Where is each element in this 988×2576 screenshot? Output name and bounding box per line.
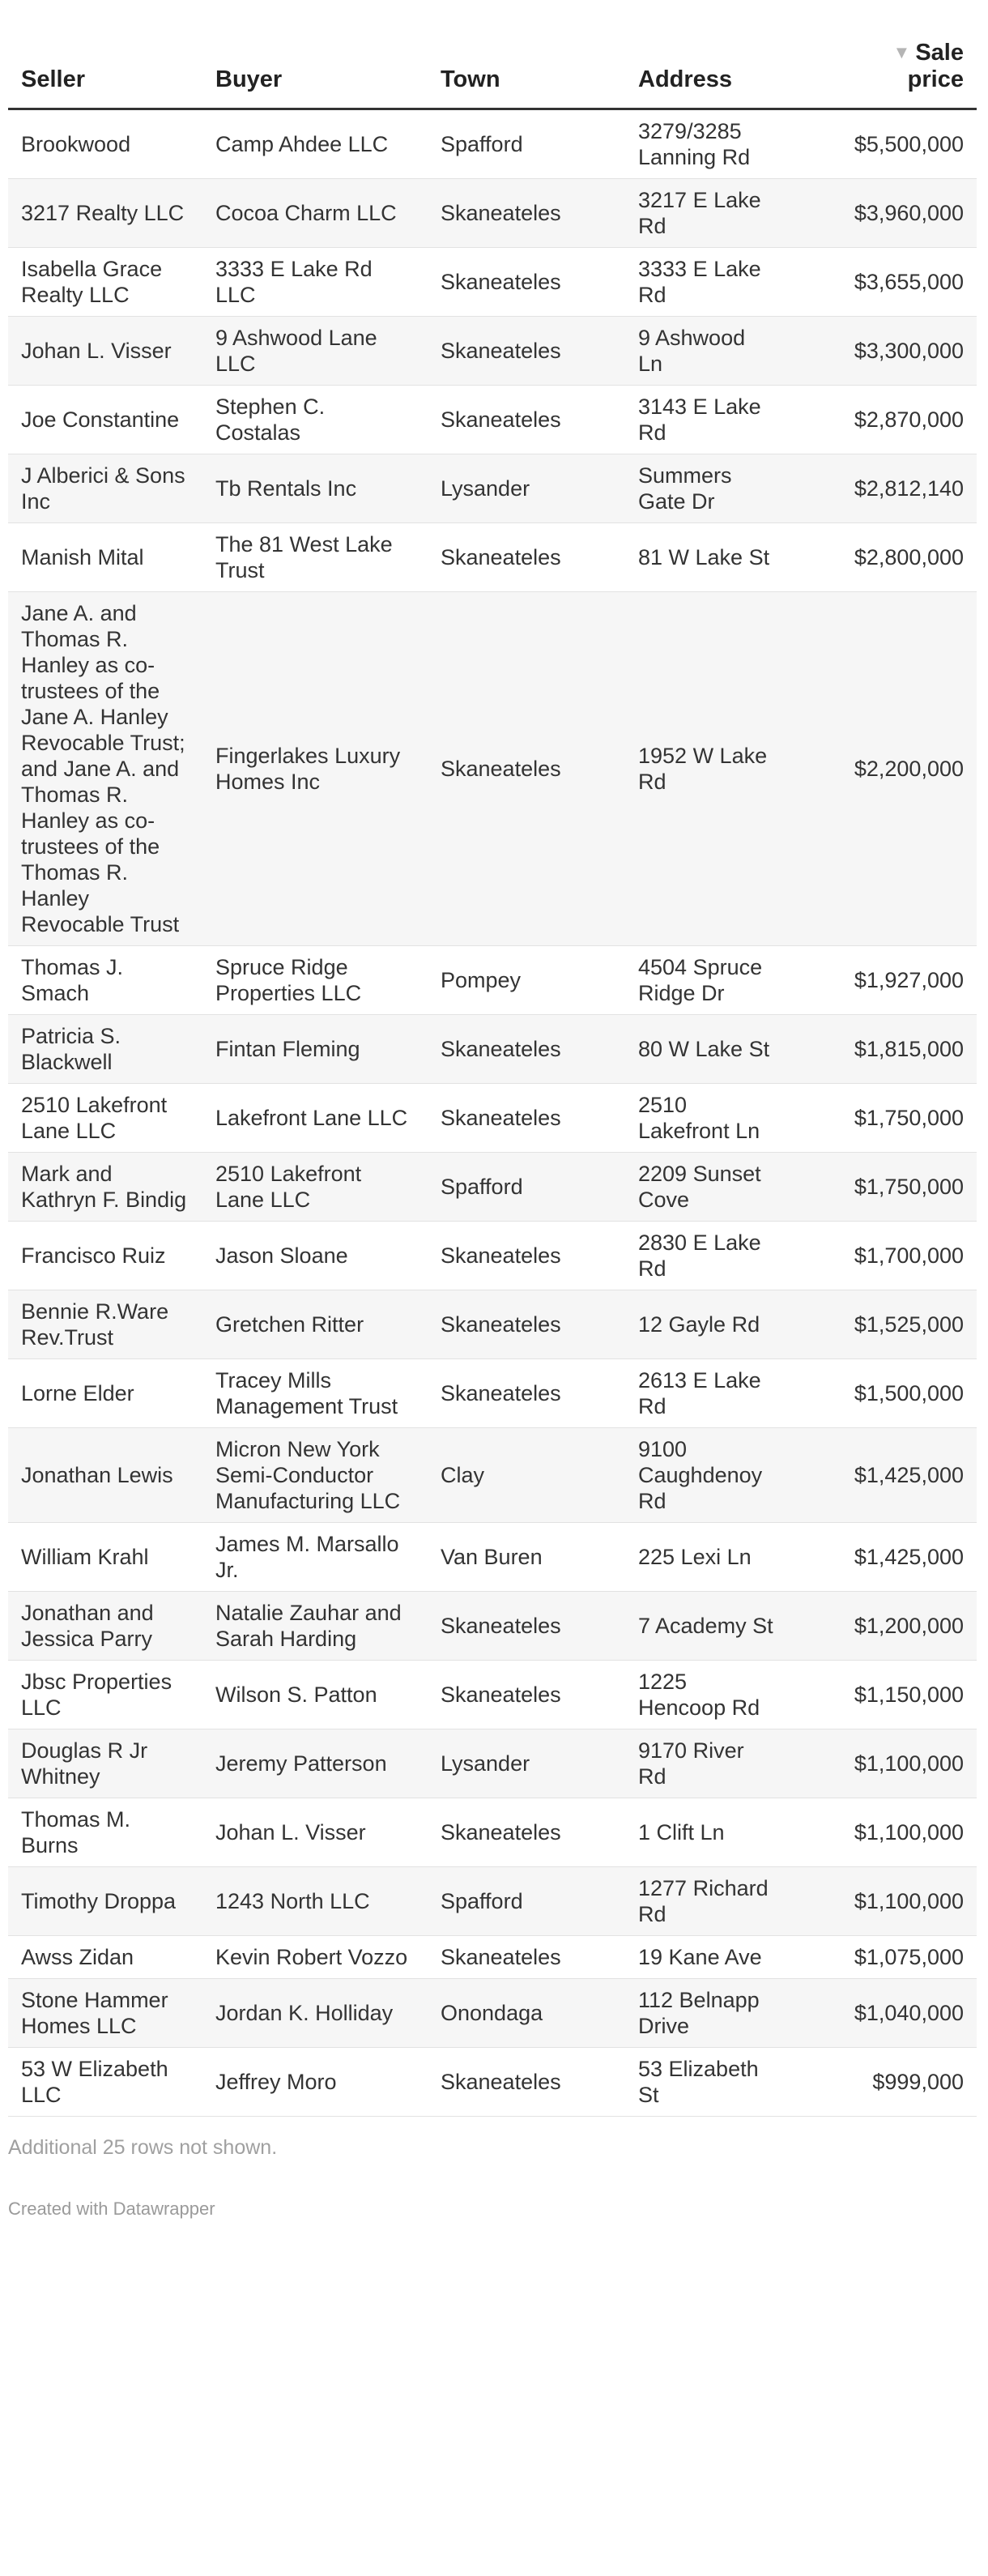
table-row xyxy=(8,1592,977,1661)
sale-price-cell: $1,100,000 xyxy=(787,1867,977,1936)
seller-cell: Douglas R Jr Whitney xyxy=(8,1729,202,1798)
address-cell: 12 Gayle Rd xyxy=(625,1290,787,1359)
table-row xyxy=(8,1222,977,1290)
buyer-cell: Tracey Mills Management Trust xyxy=(202,1359,428,1428)
table-row xyxy=(8,1428,977,1523)
town-cell: Spafford xyxy=(428,1153,625,1222)
header-row xyxy=(8,32,977,109)
buyer-cell: Johan L. Visser xyxy=(202,1798,428,1867)
address-cell: 3279/3285 Lanning Rd xyxy=(625,109,787,179)
seller-cell: Jane A. and Thomas R. Hanley as co-trustees of the Jane A. Hanley Revocable Trust; and Jane A. and Thomas R. Hanley as co-trustees of the Thomas R. Hanley Revocable Trust xyxy=(8,592,202,946)
buyer-cell: 3333 E Lake Rd LLC xyxy=(202,248,428,317)
seller-cell: William Krahl xyxy=(8,1523,202,1592)
buyer-cell: Gretchen Ritter xyxy=(202,1290,428,1359)
buyer-cell: Lakefront Lane LLC xyxy=(202,1084,428,1153)
town-cell: Skaneateles xyxy=(428,1222,625,1290)
buyer-cell: Stephen C. Costalas xyxy=(202,386,428,454)
sale-price-header-line2: price xyxy=(907,66,964,92)
sale-price-cell: $1,100,000 xyxy=(787,1798,977,1867)
sale-price-cell: $1,750,000 xyxy=(787,1153,977,1222)
town-cell: Van Buren xyxy=(428,1523,625,1592)
address-cell: 80 W Lake St xyxy=(625,1015,787,1084)
sale-price-header-line1: Sale xyxy=(915,40,964,66)
table-row xyxy=(8,179,977,248)
address-cell: 53 Elizabeth St xyxy=(625,2048,787,2117)
seller-cell: Thomas M. Burns xyxy=(8,1798,202,1867)
buyer-cell: Kevin Robert Vozzo xyxy=(202,1936,428,1979)
sale-price-cell: $1,100,000 xyxy=(787,1729,977,1798)
table-row xyxy=(8,109,977,179)
seller-cell: Patricia S. Blackwell xyxy=(8,1015,202,1084)
sales-table xyxy=(8,32,977,2117)
table-row xyxy=(8,1084,977,1153)
sale-price-cell: $1,700,000 xyxy=(787,1222,977,1290)
sale-price-cell: $1,815,000 xyxy=(787,1015,977,1084)
table-header xyxy=(8,32,977,109)
table-row xyxy=(8,386,977,454)
table-row xyxy=(8,1798,977,1867)
buyer-cell: 9 Ashwood Lane LLC xyxy=(202,317,428,386)
sale-price-cell: $999,000 xyxy=(787,2048,977,2117)
address-cell: 3143 E Lake Rd xyxy=(625,386,787,454)
datawrapper-credit: Created with Datawrapper xyxy=(8,2199,215,2219)
table-row xyxy=(8,592,977,946)
table-row xyxy=(8,1936,977,1979)
town-cell: Skaneateles xyxy=(428,1290,625,1359)
seller-cell: Timothy Droppa xyxy=(8,1867,202,1936)
table-row xyxy=(8,454,977,523)
address-cell: 225 Lexi Ln xyxy=(625,1523,787,1592)
seller-cell: Isabella Grace Realty LLC xyxy=(8,248,202,317)
address-cell: 1952 W Lake Rd xyxy=(625,592,787,946)
table-row xyxy=(8,1359,977,1428)
buyer-cell: 1243 North LLC xyxy=(202,1867,428,1936)
sale-price-cell: $2,870,000 xyxy=(787,386,977,454)
seller-cell: 2510 Lakefront Lane LLC xyxy=(8,1084,202,1153)
column-header-sale-price[interactable] xyxy=(787,32,977,109)
town-cell: Skaneateles xyxy=(428,1592,625,1661)
town-cell: Skaneateles xyxy=(428,592,625,946)
address-cell: 112 Belnapp Drive xyxy=(625,1979,787,2048)
town-cell: Onondaga xyxy=(428,1979,625,2048)
town-cell: Spafford xyxy=(428,1867,625,1936)
sale-price-cell: $1,425,000 xyxy=(787,1428,977,1523)
sort-descending-icon: ▼ xyxy=(892,42,911,62)
address-cell: 81 W Lake St xyxy=(625,523,787,592)
sale-price-cell: $1,075,000 xyxy=(787,1936,977,1979)
town-cell: Clay xyxy=(428,1428,625,1523)
sale-price-cell: $1,200,000 xyxy=(787,1592,977,1661)
buyer-cell: Wilson S. Patton xyxy=(202,1661,428,1729)
table-row xyxy=(8,523,977,592)
table-row xyxy=(8,1661,977,1729)
town-cell: Skaneateles xyxy=(428,1661,625,1729)
table-row xyxy=(8,248,977,317)
buyer-cell: James M. Marsallo Jr. xyxy=(202,1523,428,1592)
buyer-cell: Jordan K. Holliday xyxy=(202,1979,428,2048)
sale-price-cell: $1,150,000 xyxy=(787,1661,977,1729)
address-cell: 1 Clift Ln xyxy=(625,1798,787,1867)
buyer-cell: Jason Sloane xyxy=(202,1222,428,1290)
buyer-cell: Tb Rentals Inc xyxy=(202,454,428,523)
town-cell: Skaneateles xyxy=(428,523,625,592)
table-row xyxy=(8,1729,977,1798)
address-cell: 2510 Lakefront Ln xyxy=(625,1084,787,1153)
buyer-cell: Jeremy Patterson xyxy=(202,1729,428,1798)
seller-cell: Awss Zidan xyxy=(8,1936,202,1979)
column-header-town[interactable]: Town xyxy=(428,32,625,109)
town-cell: Pompey xyxy=(428,946,625,1015)
table-row xyxy=(8,1290,977,1359)
buyer-cell: Micron New York Semi-Conductor Manufacturing LLC xyxy=(202,1428,428,1523)
address-cell: 2830 E Lake Rd xyxy=(625,1222,787,1290)
table-body xyxy=(8,109,977,2117)
table-row xyxy=(8,1867,977,1936)
buyer-cell: Fintan Fleming xyxy=(202,1015,428,1084)
town-cell: Skaneateles xyxy=(428,1015,625,1084)
seller-cell: Jonathan and Jessica Parry xyxy=(8,1592,202,1661)
sale-price-cell: $2,200,000 xyxy=(787,592,977,946)
town-cell: Skaneateles xyxy=(428,386,625,454)
town-cell: Skaneateles xyxy=(428,2048,625,2117)
table-row xyxy=(8,1979,977,2048)
buyer-cell: Spruce Ridge Properties LLC xyxy=(202,946,428,1015)
sale-price-cell: $1,927,000 xyxy=(787,946,977,1015)
address-cell: 4504 Spruce Ridge Dr xyxy=(625,946,787,1015)
sale-price-cell: $2,812,140 xyxy=(787,454,977,523)
buyer-cell: The 81 West Lake Trust xyxy=(202,523,428,592)
seller-cell: Bennie R.Ware Rev.Trust xyxy=(8,1290,202,1359)
town-cell: Skaneateles xyxy=(428,179,625,248)
address-cell: 3217 E Lake Rd xyxy=(625,179,787,248)
seller-cell: Mark and Kathryn F. Bindig xyxy=(8,1153,202,1222)
sale-price-cell: $3,960,000 xyxy=(787,179,977,248)
address-cell: 9100 Caughdenoy Rd xyxy=(625,1428,787,1523)
sale-price-cell: $3,655,000 xyxy=(787,248,977,317)
sale-price-cell: $1,040,000 xyxy=(787,1979,977,2048)
seller-cell: Francisco Ruiz xyxy=(8,1222,202,1290)
seller-cell: 53 W Elizabeth LLC xyxy=(8,2048,202,2117)
town-cell: Skaneateles xyxy=(428,1798,625,1867)
seller-cell: Brookwood xyxy=(8,109,202,179)
buyer-cell: 2510 Lakefront Lane LLC xyxy=(202,1153,428,1222)
seller-cell: 3217 Realty LLC xyxy=(8,179,202,248)
town-cell: Lysander xyxy=(428,454,625,523)
sale-price-cell: $2,800,000 xyxy=(787,523,977,592)
town-cell: Skaneateles xyxy=(428,248,625,317)
seller-cell: Joe Constantine xyxy=(8,386,202,454)
seller-cell: Manish Mital xyxy=(8,523,202,592)
sale-price-cell: $5,500,000 xyxy=(787,109,977,179)
seller-cell: Thomas J. Smach xyxy=(8,946,202,1015)
town-cell: Skaneateles xyxy=(428,1359,625,1428)
sale-price-cell: $3,300,000 xyxy=(787,317,977,386)
table-row xyxy=(8,946,977,1015)
buyer-cell: Cocoa Charm LLC xyxy=(202,179,428,248)
column-header-buyer[interactable]: Buyer xyxy=(202,32,428,109)
buyer-cell: Camp Ahdee LLC xyxy=(202,109,428,179)
rows-not-shown-note: Additional 25 rows not shown. xyxy=(8,2136,278,2159)
address-cell: 1225 Hencoop Rd xyxy=(625,1661,787,1729)
buyer-cell: Fingerlakes Luxury Homes Inc xyxy=(202,592,428,946)
town-cell: Skaneateles xyxy=(428,317,625,386)
seller-cell: J Alberici & Sons Inc xyxy=(8,454,202,523)
table-row xyxy=(8,1015,977,1084)
town-cell: Lysander xyxy=(428,1729,625,1798)
seller-cell: Stone Hammer Homes LLC xyxy=(8,1979,202,2048)
sale-price-cell: $1,500,000 xyxy=(787,1359,977,1428)
address-cell: 2209 Sunset Cove xyxy=(625,1153,787,1222)
address-cell: 3333 E Lake Rd xyxy=(625,248,787,317)
town-cell: Spafford xyxy=(428,109,625,179)
address-cell: 1277 Richard Rd xyxy=(625,1867,787,1936)
buyer-cell: Jeffrey Moro xyxy=(202,2048,428,2117)
sale-price-cell: $1,525,000 xyxy=(787,1290,977,1359)
column-header-seller[interactable]: Seller xyxy=(8,32,202,109)
sale-price-cell: $1,425,000 xyxy=(787,1523,977,1592)
address-cell: 19 Kane Ave xyxy=(625,1936,787,1979)
town-cell: Skaneateles xyxy=(428,1936,625,1979)
seller-cell: Jonathan Lewis xyxy=(8,1428,202,1523)
address-cell: Summers Gate Dr xyxy=(625,454,787,523)
seller-cell: Jbsc Properties LLC xyxy=(8,1661,202,1729)
table-row xyxy=(8,1153,977,1222)
table-row xyxy=(8,2048,977,2117)
address-cell: 9 Ashwood Ln xyxy=(625,317,787,386)
seller-cell: Lorne Elder xyxy=(8,1359,202,1428)
table-row xyxy=(8,317,977,386)
column-header-address[interactable]: Address xyxy=(625,32,787,109)
address-cell: 9170 River Rd xyxy=(625,1729,787,1798)
address-cell: 2613 E Lake Rd xyxy=(625,1359,787,1428)
sale-price-cell: $1,750,000 xyxy=(787,1084,977,1153)
town-cell: Skaneateles xyxy=(428,1084,625,1153)
seller-cell: Johan L. Visser xyxy=(8,317,202,386)
buyer-cell: Natalie Zauhar and Sarah Harding xyxy=(202,1592,428,1661)
table-row xyxy=(8,1523,977,1592)
address-cell: 7 Academy St xyxy=(625,1592,787,1661)
